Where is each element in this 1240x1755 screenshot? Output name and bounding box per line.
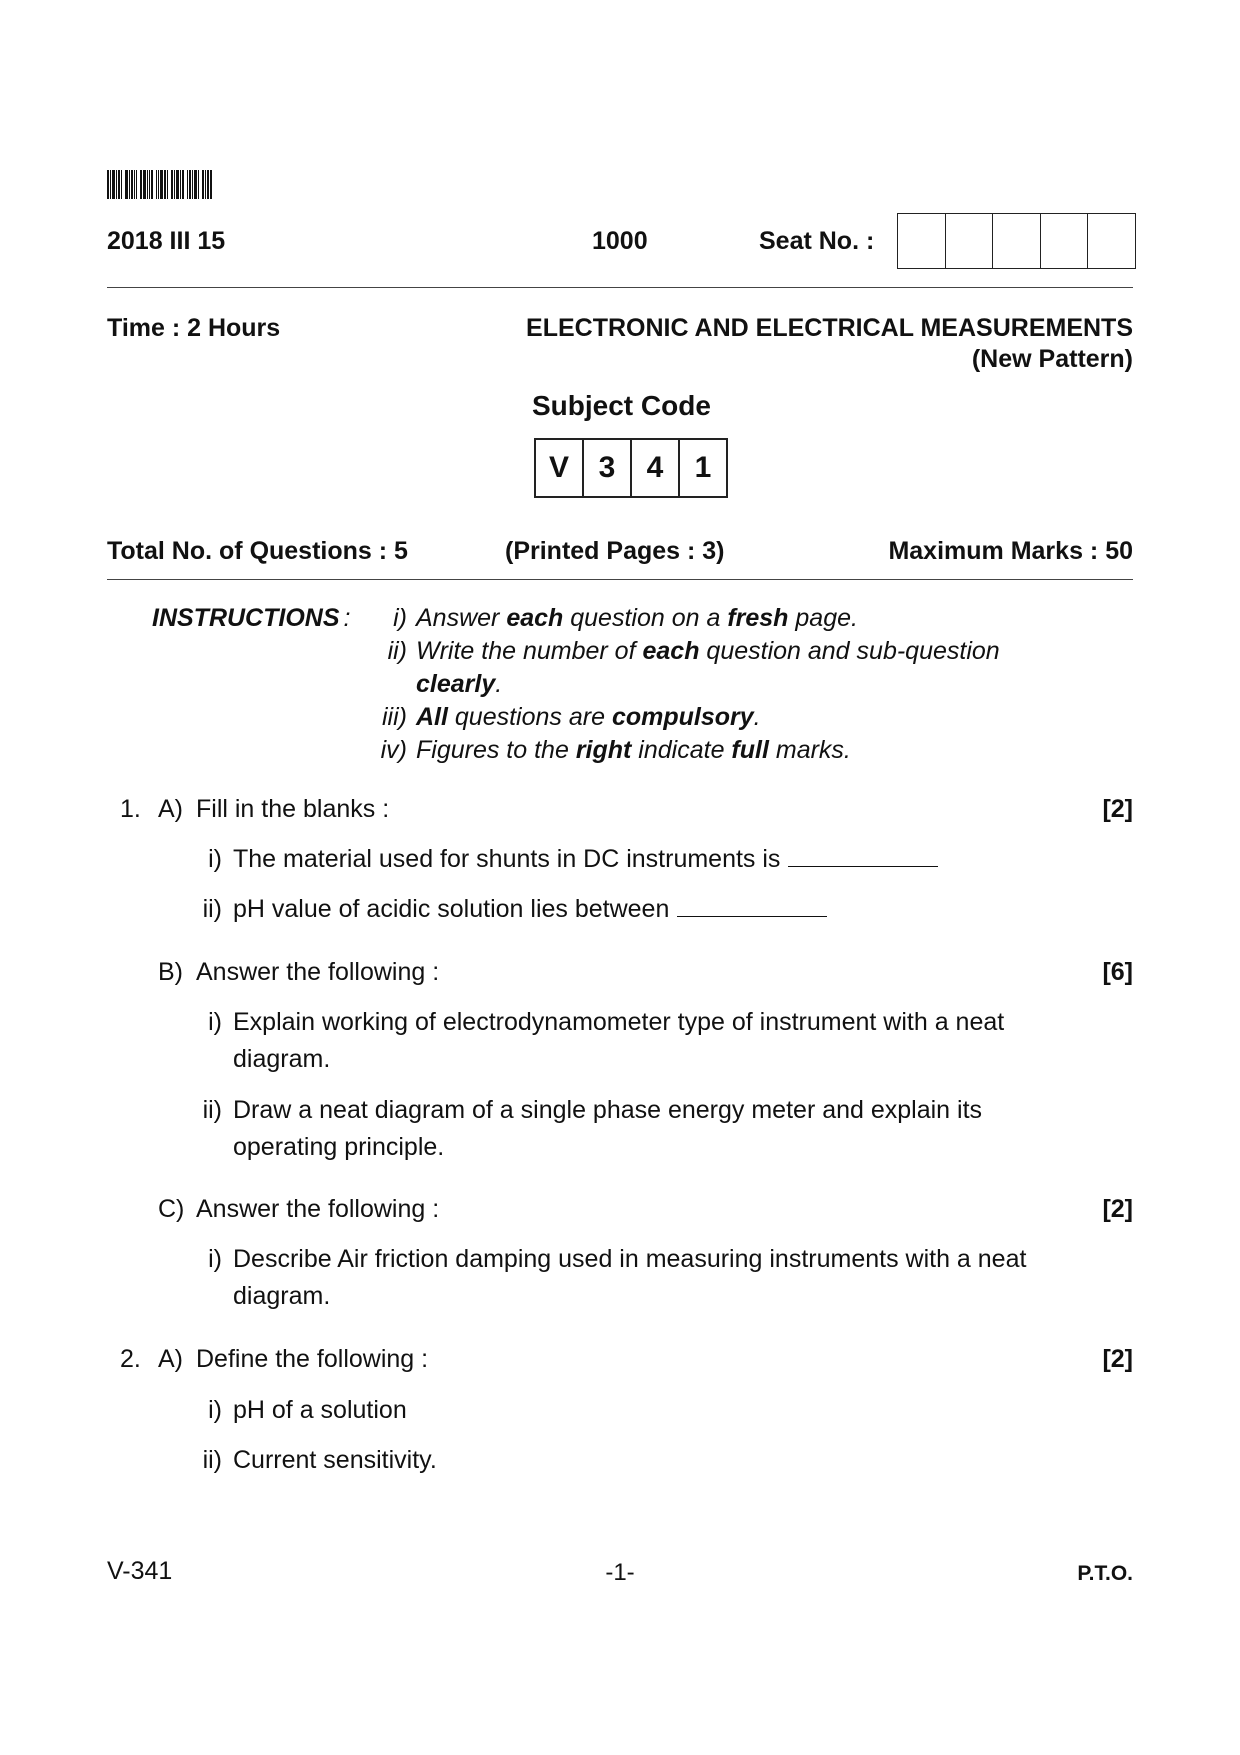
question-number: 2.: [120, 1345, 141, 1373]
maximum-marks: Maximum Marks : 50: [888, 537, 1133, 565]
item-text-continued: operating principle.: [233, 1133, 445, 1161]
instruction-number: iii): [382, 703, 407, 731]
item-number: i): [208, 845, 222, 873]
sub-question-text: Fill in the blanks :: [196, 795, 390, 823]
seat-label: Seat No. :: [759, 227, 875, 255]
printed-pages: (Printed Pages : 3): [505, 537, 725, 565]
sub-question-label: B): [158, 958, 183, 986]
sub-question-text: Answer the following :: [196, 1195, 440, 1223]
marks: [2]: [1102, 1195, 1133, 1223]
sub-question-text: Define the following :: [196, 1345, 429, 1373]
sub-question-label: A): [158, 795, 183, 823]
code-char: 3: [582, 440, 630, 496]
seat-box[interactable]: [992, 214, 1040, 268]
item-number: i): [208, 1008, 222, 1036]
seat-box[interactable]: [898, 214, 945, 268]
sub-question-label: A): [158, 1345, 183, 1373]
item-number: i): [208, 1396, 222, 1424]
footer-code: V-341: [107, 1557, 173, 1585]
item-number: i): [208, 1245, 222, 1273]
item-number: ii): [202, 1446, 222, 1474]
item-number: ii): [202, 895, 222, 923]
sub-question-text: Answer the following :: [196, 958, 440, 986]
subject-title: ELECTRONIC AND ELECTRICAL MEASUREMENTS: [526, 314, 1133, 342]
item-text-continued: diagram.: [233, 1282, 331, 1310]
instruction-item: Figures to the right indicate full marks.: [416, 736, 851, 764]
instruction-item: All questions are compulsory.: [416, 703, 761, 731]
marks: [2]: [1102, 795, 1133, 823]
item-text: Draw a neat diagram of a single phase energy meter and explain its: [233, 1096, 983, 1124]
instruction-number: iv): [380, 736, 407, 764]
subject-code-label: Subject Code: [532, 390, 711, 421]
instruction-item: Answer each question on a fresh page.: [416, 604, 858, 632]
divider: [107, 579, 1133, 580]
divider: [107, 287, 1133, 288]
instruction-item: Write the number of each question and sub-question: [416, 637, 1000, 665]
seat-number-boxes[interactable]: [897, 213, 1136, 269]
page-number: -1-: [605, 1559, 635, 1586]
item-text: Explain working of electrodynamometer type of instrument with a neat: [233, 1008, 1005, 1036]
item-text: pH value of acidic solution lies between: [233, 895, 827, 924]
pto-label: P.T.O.: [1077, 1562, 1133, 1585]
code-char: V: [548, 451, 569, 484]
marks: [2]: [1102, 1345, 1133, 1373]
instruction-number: i): [393, 604, 407, 632]
instructions-colon: :: [343, 604, 351, 632]
time-label: Time : 2 Hours: [107, 314, 281, 342]
item-text-continued: diagram.: [233, 1045, 331, 1073]
item-text: Describe Air friction damping used in measuring instruments with a neat: [233, 1245, 1027, 1273]
subject-code-boxes: [534, 438, 728, 498]
total-questions: Total No. of Questions : 5: [107, 537, 408, 565]
instructions-heading: [152, 604, 350, 633]
seat-box[interactable]: [1040, 214, 1088, 268]
item-number: ii): [202, 1096, 222, 1124]
seat-box[interactable]: [945, 214, 993, 268]
paper-count: 1000: [592, 227, 648, 255]
code-char: 1: [678, 440, 726, 496]
item-text: Current sensitivity.: [233, 1446, 437, 1474]
blank-line: [677, 915, 827, 917]
sub-question-label: C): [158, 1195, 185, 1223]
question-number: 1.: [120, 795, 141, 823]
pattern-label: (New Pattern): [971, 345, 1133, 373]
code-char: 4: [630, 440, 678, 496]
item-text: The material used for shunts in DC instruments is: [233, 845, 938, 874]
blank-line: [788, 865, 938, 867]
exam-code: 2018 III 15: [107, 227, 226, 255]
instructions-label: INSTRUCTIONS: [152, 604, 340, 632]
instruction-item-continued: clearly.: [416, 670, 503, 698]
marks: [6]: [1102, 958, 1133, 986]
seat-box[interactable]: [1087, 214, 1135, 268]
instruction-number: ii): [387, 637, 407, 665]
item-text: pH of a solution: [233, 1396, 407, 1424]
barcode: [107, 170, 249, 199]
